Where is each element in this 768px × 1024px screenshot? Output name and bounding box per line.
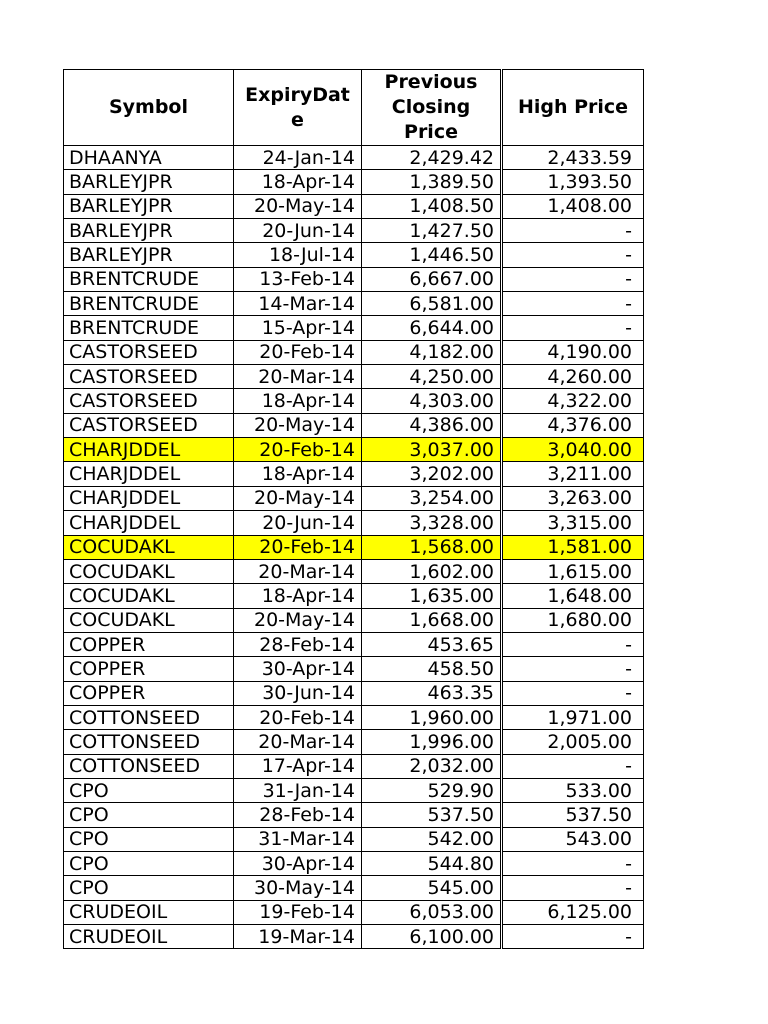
previous-closing-price-cell[interactable]: 6,053.00 (362, 900, 502, 924)
high-price-cell[interactable]: 3,315.00 (502, 511, 644, 535)
table-row (64, 292, 644, 316)
table-row (64, 219, 644, 243)
table-header (64, 70, 644, 146)
previous-closing-price-cell[interactable]: 3,328.00 (362, 511, 502, 535)
prev-header-line-2: Closing (391, 96, 471, 118)
previous-closing-price-cell[interactable]: 1,427.50 (362, 219, 502, 243)
expiry-date-column-header[interactable] (234, 70, 362, 146)
expiry-date-cell[interactable]: 18-Apr-14 (234, 389, 362, 413)
table-row (64, 632, 644, 656)
table-row (64, 608, 644, 632)
expiry-date-cell[interactable]: 20-May-14 (234, 194, 362, 218)
table-row (64, 876, 644, 900)
symbol-cell[interactable]: CRUDEOIL (64, 925, 234, 949)
expiry-date-cell[interactable]: 19-Feb-14 (234, 900, 362, 924)
symbol-cell[interactable]: CASTORSEED (64, 389, 234, 413)
high-price-cell[interactable]: - (502, 925, 644, 949)
previous-closing-price-cell[interactable]: 3,254.00 (362, 486, 502, 510)
previous-closing-price-cell[interactable]: 4,182.00 (362, 340, 502, 364)
previous-closing-price-cell[interactable]: 4,250.00 (362, 365, 502, 389)
previous-closing-price-cell[interactable]: 6,581.00 (362, 292, 502, 316)
table-row (64, 559, 644, 583)
symbol-cell[interactable]: BRENTCRUDE (64, 292, 234, 316)
expiry-date-cell[interactable]: 20-May-14 (234, 413, 362, 437)
high-price-cell[interactable]: 1,648.00 (502, 584, 644, 608)
expiry-date-cell[interactable]: 18-Jul-14 (234, 243, 362, 267)
high-price-cell[interactable]: - (502, 267, 644, 291)
expiry-header-line-1: ExpiryDat (245, 83, 350, 106)
symbol-cell[interactable]: BRENTCRUDE (64, 267, 234, 291)
expiry-date-cell[interactable]: 20-Mar-14 (234, 559, 362, 583)
previous-closing-price-cell[interactable]: 2,429.42 (362, 146, 502, 170)
expiry-date-cell[interactable]: 20-Jun-14 (234, 511, 362, 535)
table-row (64, 146, 644, 170)
symbol-column-header[interactable] (64, 70, 234, 146)
table-row (64, 705, 644, 729)
symbol-cell[interactable]: BARLEYJPR (64, 219, 234, 243)
high-price-cell[interactable]: 1,581.00 (502, 535, 644, 559)
symbol-cell[interactable]: BARLEYJPR (64, 170, 234, 194)
symbol-cell[interactable]: BARLEYJPR (64, 194, 234, 218)
symbol-cell[interactable]: COPPER (64, 632, 234, 656)
symbol-cell[interactable]: CPO (64, 778, 234, 802)
expiry-date-cell[interactable]: 18-Apr-14 (234, 462, 362, 486)
expiry-date-cell[interactable]: 20-Feb-14 (234, 535, 362, 559)
high-price-cell[interactable]: 1,393.50 (502, 170, 644, 194)
high-price-cell[interactable]: - (502, 754, 644, 778)
expiry-date-cell[interactable]: 18-Apr-14 (234, 170, 362, 194)
expiry-date-cell[interactable]: 13-Feb-14 (234, 267, 362, 291)
header-row (64, 70, 644, 146)
expiry-date-cell[interactable]: 20-May-14 (234, 486, 362, 510)
high-price-cell[interactable]: 533.00 (502, 778, 644, 802)
expiry-date-cell[interactable]: 20-Feb-14 (234, 438, 362, 462)
high-price-cell[interactable]: 1,408.00 (502, 194, 644, 218)
symbol-cell[interactable]: CHARJDDEL (64, 438, 234, 462)
expiry-date-cell[interactable]: 30-Apr-14 (234, 657, 362, 681)
expiry-date-cell[interactable]: 20-Jun-14 (234, 219, 362, 243)
table-row (64, 851, 644, 875)
high-price-cell[interactable]: 2,005.00 (502, 730, 644, 754)
symbol-cell[interactable]: CPO (64, 827, 234, 851)
symbol-cell[interactable]: COTTONSEED (64, 705, 234, 729)
high-price-cell[interactable]: - (502, 851, 644, 875)
table-row (64, 925, 644, 949)
high-price-cell[interactable]: 6,125.00 (502, 900, 644, 924)
high-price-cell[interactable]: 537.50 (502, 803, 644, 827)
high-price-cell[interactable]: - (502, 316, 644, 340)
table-row (64, 657, 644, 681)
symbol-header-label: Symbol (108, 96, 189, 118)
previous-closing-price-cell[interactable]: 1,389.50 (362, 170, 502, 194)
table-row (64, 486, 644, 510)
high-price-cell[interactable]: 3,040.00 (502, 438, 644, 462)
high-price-cell[interactable]: 4,260.00 (502, 365, 644, 389)
table-row (64, 267, 644, 291)
symbol-cell[interactable]: BRENTCRUDE (64, 316, 234, 340)
symbol-cell[interactable]: CHARJDDEL (64, 462, 234, 486)
high-price-cell[interactable]: - (502, 632, 644, 656)
high-price-column-header[interactable] (502, 70, 644, 146)
high-price-cell[interactable]: 3,263.00 (502, 486, 644, 510)
high-price-cell[interactable]: 1,680.00 (502, 608, 644, 632)
symbol-cell[interactable]: COPPER (64, 657, 234, 681)
symbol-cell[interactable]: BARLEYJPR (64, 243, 234, 267)
previous-closing-price-cell[interactable]: 6,667.00 (362, 267, 502, 291)
previous-closing-price-cell[interactable]: 1,960.00 (362, 705, 502, 729)
previous-closing-price-cell[interactable]: 6,644.00 (362, 316, 502, 340)
previous-closing-price-cell[interactable]: 1,668.00 (362, 608, 502, 632)
high-price-cell[interactable]: 4,190.00 (502, 340, 644, 364)
symbol-cell[interactable]: DHAANYA (64, 146, 234, 170)
prev-header-line-1: Previous (384, 71, 478, 93)
symbol-cell[interactable]: COPPER (64, 681, 234, 705)
previous-closing-price-cell[interactable]: 6,100.00 (362, 925, 502, 949)
previous-closing-price-cell[interactable]: 545.00 (362, 876, 502, 900)
previous-closing-price-cell[interactable]: 2,032.00 (362, 754, 502, 778)
high-price-cell[interactable]: - (502, 681, 644, 705)
expiry-header-line-2: e (291, 108, 304, 131)
symbol-cell[interactable]: CASTORSEED (64, 413, 234, 437)
expiry-date-cell[interactable]: 24-Jan-14 (234, 146, 362, 170)
high-price-cell[interactable]: 4,376.00 (502, 413, 644, 437)
table-row (64, 754, 644, 778)
high-price-cell[interactable]: - (502, 657, 644, 681)
expiry-date-cell[interactable]: 30-May-14 (234, 876, 362, 900)
expiry-date-cell[interactable]: 20-Feb-14 (234, 340, 362, 364)
expiry-date-cell[interactable]: 31-Mar-14 (234, 827, 362, 851)
expiry-date-cell[interactable]: 30-Jun-14 (234, 681, 362, 705)
symbol-cell[interactable]: CASTORSEED (64, 365, 234, 389)
table-row (64, 340, 644, 364)
expiry-date-cell[interactable]: 20-Mar-14 (234, 365, 362, 389)
prev-header-line-3: Price (404, 121, 458, 143)
symbol-cell[interactable]: CHARJDDEL (64, 486, 234, 510)
previous-closing-price-cell[interactable]: 529.90 (362, 778, 502, 802)
table-row (64, 365, 644, 389)
table-row (64, 827, 644, 851)
table-row (64, 778, 644, 802)
previous-closing-price-cell[interactable]: 1,602.00 (362, 559, 502, 583)
expiry-date-cell[interactable]: 31-Jan-14 (234, 778, 362, 802)
high-price-cell[interactable]: - (502, 876, 644, 900)
expiry-date-cell[interactable]: 18-Apr-14 (234, 584, 362, 608)
high-price-cell[interactable]: 3,211.00 (502, 462, 644, 486)
spreadsheet (63, 69, 643, 949)
previous-closing-price-column-header[interactable] (362, 70, 502, 146)
expiry-date-cell[interactable]: 17-Apr-14 (234, 754, 362, 778)
table-row (64, 803, 644, 827)
table-row (64, 438, 644, 462)
expiry-date-cell[interactable]: 15-Apr-14 (234, 316, 362, 340)
table-row (64, 584, 644, 608)
previous-closing-price-cell[interactable]: 4,386.00 (362, 413, 502, 437)
high-price-cell[interactable]: 543.00 (502, 827, 644, 851)
high-price-cell[interactable]: - (502, 219, 644, 243)
previous-closing-price-cell[interactable]: 1,635.00 (362, 584, 502, 608)
symbol-cell[interactable]: COTTONSEED (64, 730, 234, 754)
expiry-date-cell[interactable]: 20-Mar-14 (234, 730, 362, 754)
expiry-date-cell[interactable]: 28-Feb-14 (234, 803, 362, 827)
table-body (64, 146, 644, 949)
previous-closing-price-cell[interactable]: 458.50 (362, 657, 502, 681)
table-row (64, 730, 644, 754)
previous-closing-price-cell[interactable]: 463.35 (362, 681, 502, 705)
table-row (64, 243, 644, 267)
table-row (64, 170, 644, 194)
high-price-cell[interactable]: 4,322.00 (502, 389, 644, 413)
expiry-date-cell[interactable]: 20-Feb-14 (234, 705, 362, 729)
table-row (64, 511, 644, 535)
symbol-cell[interactable]: COCUDAKL (64, 584, 234, 608)
high-price-cell[interactable]: - (502, 243, 644, 267)
table-row (64, 413, 644, 437)
table-row (64, 389, 644, 413)
previous-closing-price-cell[interactable]: 1,408.50 (362, 194, 502, 218)
symbol-cell[interactable]: CRUDEOIL (64, 900, 234, 924)
high-price-cell[interactable]: 2,433.59 (502, 146, 644, 170)
previous-closing-price-cell[interactable]: 3,037.00 (362, 438, 502, 462)
price-table (63, 69, 644, 949)
symbol-cell[interactable]: CPO (64, 876, 234, 900)
expiry-date-cell[interactable]: 28-Feb-14 (234, 632, 362, 656)
previous-closing-price-cell[interactable]: 4,303.00 (362, 389, 502, 413)
symbol-cell[interactable]: CPO (64, 803, 234, 827)
symbol-cell[interactable]: COCUDAKL (64, 535, 234, 559)
expiry-date-cell[interactable]: 19-Mar-14 (234, 925, 362, 949)
symbol-cell[interactable]: COCUDAKL (64, 559, 234, 583)
high-price-cell[interactable]: 1,615.00 (502, 559, 644, 583)
previous-closing-price-cell[interactable]: 453.65 (362, 632, 502, 656)
previous-closing-price-cell[interactable]: 542.00 (362, 827, 502, 851)
previous-closing-price-cell[interactable]: 3,202.00 (362, 462, 502, 486)
table-row (64, 462, 644, 486)
symbol-cell[interactable]: CASTORSEED (64, 340, 234, 364)
high-price-cell[interactable]: - (502, 292, 644, 316)
table-row (64, 194, 644, 218)
symbol-cell[interactable]: COCUDAKL (64, 608, 234, 632)
expiry-date-cell[interactable]: 30-Apr-14 (234, 851, 362, 875)
table-row (64, 316, 644, 340)
expiry-date-cell[interactable]: 14-Mar-14 (234, 292, 362, 316)
table-row (64, 900, 644, 924)
previous-closing-price-cell[interactable]: 537.50 (362, 803, 502, 827)
previous-closing-price-cell[interactable]: 1,446.50 (362, 243, 502, 267)
symbol-cell[interactable]: CPO (64, 851, 234, 875)
symbol-cell[interactable]: CHARJDDEL (64, 511, 234, 535)
previous-closing-price-cell[interactable]: 544.80 (362, 851, 502, 875)
expiry-date-cell[interactable]: 20-May-14 (234, 608, 362, 632)
table-row (64, 681, 644, 705)
previous-closing-price-cell[interactable]: 1,996.00 (362, 730, 502, 754)
high-price-cell[interactable]: 1,971.00 (502, 705, 644, 729)
table-row (64, 535, 644, 559)
previous-closing-price-cell[interactable]: 1,568.00 (362, 535, 502, 559)
symbol-cell[interactable]: COTTONSEED (64, 754, 234, 778)
high-header-label: High Price (517, 96, 629, 118)
